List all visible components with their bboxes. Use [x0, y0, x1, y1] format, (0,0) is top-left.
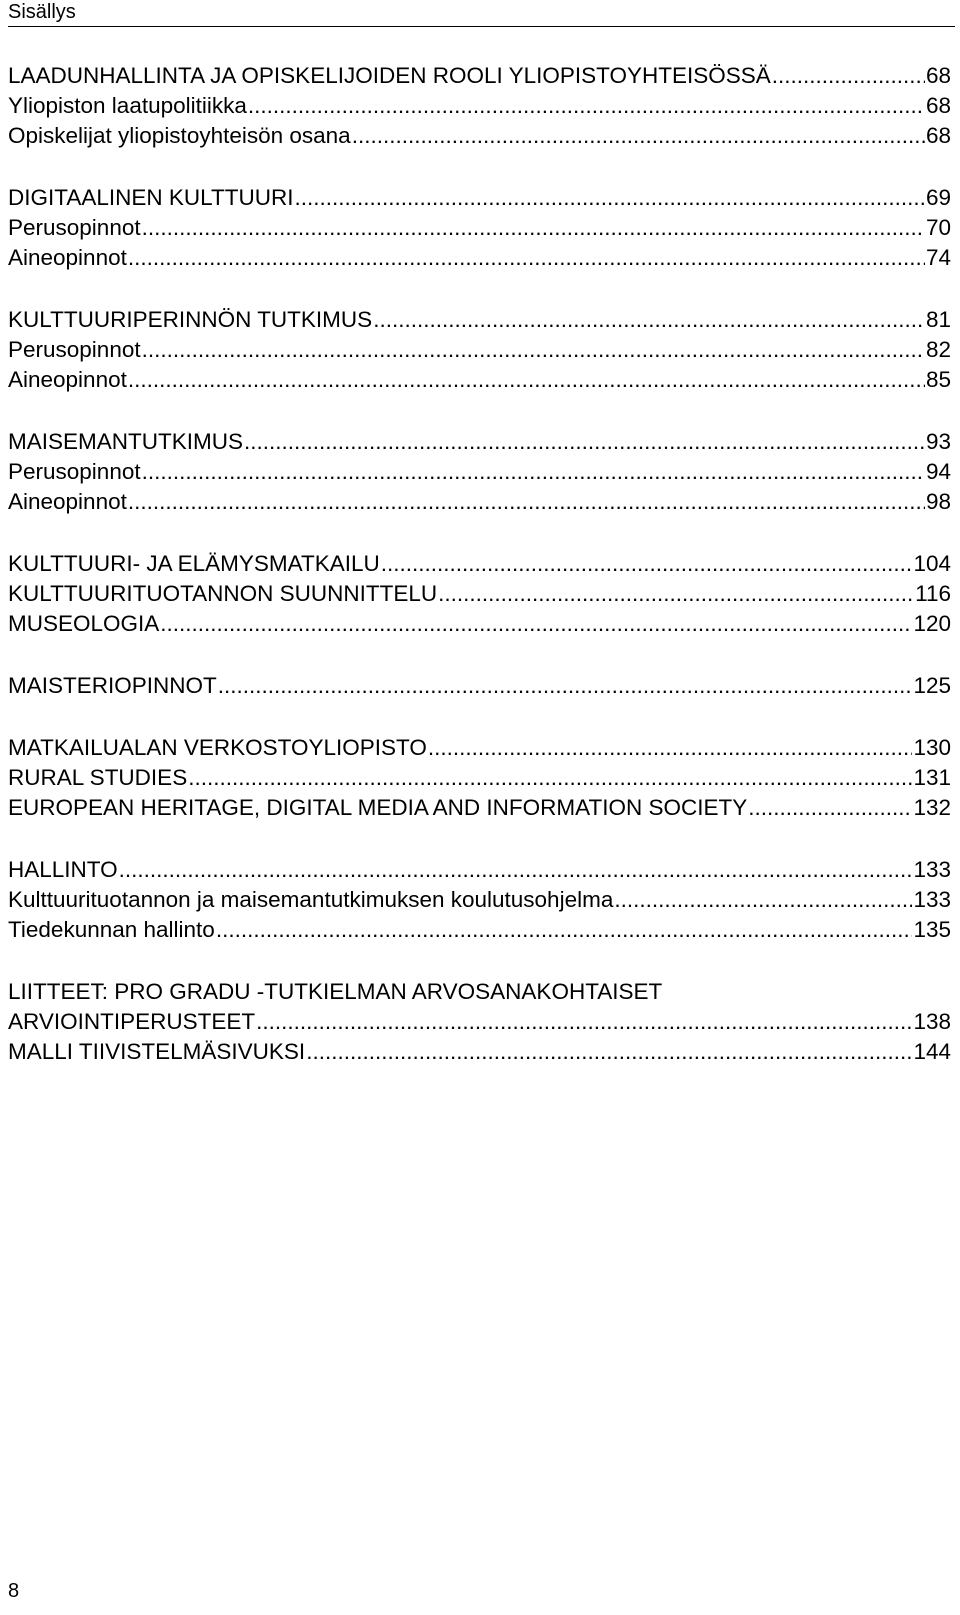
page-number: 8 — [8, 1580, 20, 1602]
toc-entry-page: 81 — [925, 307, 951, 332]
toc-entry-page: 98 — [925, 489, 951, 514]
toc-entry[interactable] — [8, 733, 951, 763]
toc-dot-leader — [142, 335, 925, 365]
toc-entry-label: KULTTUURI- JA ELÄMYSMATKAILU — [8, 551, 380, 576]
toc-dot-leader — [218, 671, 913, 701]
toc-dot-leader — [294, 183, 925, 213]
toc-entry[interactable] — [8, 91, 951, 121]
toc-entry[interactable] — [8, 915, 951, 945]
toc-entry-label: RURAL STUDIES — [8, 765, 188, 790]
toc-dot-leader — [160, 609, 912, 639]
toc-dot-leader — [119, 855, 913, 885]
toc-entry-page: 94 — [925, 459, 951, 484]
toc-dot-leader — [256, 1007, 912, 1037]
toc-dot-leader — [772, 61, 925, 91]
toc-entry-page: 68 — [925, 63, 951, 88]
toc-entry[interactable] — [8, 609, 951, 639]
toc-entry-label: Tiedekunnan hallinto — [8, 917, 215, 942]
toc-entry-label: HALLINTO — [8, 857, 118, 882]
toc-entry-label: Opiskelijat yliopistoyhteisön osana — [8, 123, 351, 148]
toc-entry-label: KULTTUURIPERINNÖN TUTKIMUS — [8, 307, 373, 332]
toc-dot-leader — [428, 733, 913, 763]
table-of-contents — [8, 61, 951, 1099]
toc-entry-label: KULTTUURITUOTANNON SUUNNITTELU — [8, 581, 438, 606]
toc-entry-label: ARVIOINTIPERUSTEET — [8, 1009, 256, 1034]
toc-entry-page: 70 — [925, 215, 951, 240]
toc-entry-label: MATKAILUALAN VERKOSTOYLIOPISTO — [8, 735, 427, 760]
toc-dot-leader — [128, 365, 925, 395]
toc-group — [8, 305, 951, 395]
toc-entry-page: 144 — [913, 1039, 951, 1064]
toc-entry[interactable] — [8, 183, 951, 213]
toc-entry[interactable] — [8, 61, 951, 91]
toc-entry-page: 131 — [913, 765, 951, 790]
toc-entry-page: 120 — [913, 611, 951, 636]
toc-dot-leader — [128, 487, 925, 517]
page-title: Sisällys — [8, 1, 76, 23]
toc-entry-page: 68 — [925, 123, 951, 148]
toc-entry-page: 130 — [913, 735, 951, 760]
toc-entry-label: Perusopinnot — [8, 337, 141, 362]
toc-entry-page: 116 — [915, 581, 951, 606]
toc-dot-leader — [216, 915, 913, 945]
toc-entry-page: 74 — [925, 245, 951, 270]
toc-dot-leader — [748, 793, 912, 823]
toc-entry-label: Aineopinnot — [8, 245, 127, 270]
toc-entry-label: Perusopinnot — [8, 459, 141, 484]
toc-dot-leader — [244, 427, 925, 457]
toc-entry-page: 138 — [913, 1009, 951, 1034]
toc-entry-label: Kulttuurituotannon ja maisemantutkimuksen koulutusohjelma — [8, 887, 614, 912]
toc-dot-leader — [248, 91, 925, 121]
toc-dot-leader — [373, 305, 925, 335]
toc-entry-label: MAISEMANTUTKIMUS — [8, 429, 244, 454]
toc-entry-label: EUROPEAN HERITAGE, DIGITAL MEDIA AND INFORMATION SOCIETY — [8, 795, 748, 820]
toc-group — [8, 549, 951, 639]
toc-entry[interactable] — [8, 427, 951, 457]
toc-entry[interactable] — [8, 671, 951, 701]
toc-entry-page: 133 — [913, 887, 951, 912]
toc-group — [8, 855, 951, 945]
toc-entry-page: 68 — [925, 93, 951, 118]
toc-group — [8, 427, 951, 517]
toc-entry-label: MAISTERIOPINNOT — [8, 673, 217, 698]
toc-dot-leader — [306, 1037, 912, 1067]
toc-entry[interactable] — [8, 763, 951, 793]
toc-entry-label: Yliopiston laatupolitiikka — [8, 93, 247, 118]
toc-entry[interactable] — [8, 213, 951, 243]
toc-heading-line: LIITTEET: PRO GRADU -TUTKIELMAN ARVOSANAKOHTAISET — [8, 979, 663, 1004]
toc-dot-leader — [352, 121, 925, 151]
toc-entry[interactable] — [8, 793, 951, 823]
toc-entry-page: 125 — [913, 673, 951, 698]
toc-entry[interactable] — [8, 885, 951, 915]
toc-entry[interactable] — [8, 549, 951, 579]
toc-group — [8, 671, 951, 701]
toc-group — [8, 977, 951, 1067]
toc-group — [8, 733, 951, 823]
page-header — [8, 0, 955, 27]
toc-dot-leader — [188, 763, 912, 793]
toc-entry[interactable] — [8, 305, 951, 335]
toc-entry-page: 82 — [925, 337, 951, 362]
toc-entry-label: Aineopinnot — [8, 367, 127, 392]
toc-entry[interactable] — [8, 487, 951, 517]
toc-entry[interactable] — [8, 855, 951, 885]
toc-dot-leader — [438, 579, 914, 609]
toc-entry[interactable] — [8, 121, 951, 151]
toc-entry-page: 133 — [913, 857, 951, 882]
toc-dot-leader — [128, 243, 925, 273]
toc-dot-leader — [614, 885, 912, 915]
toc-entry-page: 132 — [913, 795, 951, 820]
toc-entry[interactable] — [8, 335, 951, 365]
toc-entry-label: LAADUNHALLINTA JA OPISKELIJOIDEN ROOLI YLIOPISTOYHTEISÖSSÄ — [8, 63, 771, 88]
toc-dot-leader — [142, 457, 925, 487]
toc-entry-label: Perusopinnot — [8, 215, 141, 240]
toc-entry[interactable] — [8, 579, 951, 609]
toc-entry-label: MALLI TIIVISTELMÄSIVUKSI — [8, 1039, 306, 1064]
toc-entry-label: Aineopinnot — [8, 489, 127, 514]
toc-entry-page: 69 — [925, 185, 951, 210]
toc-group — [8, 61, 951, 151]
toc-dot-leader — [381, 549, 913, 579]
toc-entry-page: 93 — [925, 429, 951, 454]
toc-entry[interactable] — [8, 1007, 951, 1037]
toc-entry-label: DIGITAALINEN KULTTUURI — [8, 185, 294, 210]
toc-entry[interactable] — [8, 457, 951, 487]
toc-entry[interactable] — [8, 365, 951, 395]
toc-entry-label: MUSEOLOGIA — [8, 611, 160, 636]
toc-group — [8, 183, 951, 273]
toc-entry-page: 135 — [913, 917, 951, 942]
toc-entry[interactable] — [8, 1037, 951, 1067]
toc-entry-page: 85 — [925, 367, 951, 392]
toc-dot-leader — [142, 213, 925, 243]
toc-entry-page: 104 — [913, 551, 951, 576]
toc-entry[interactable] — [8, 243, 951, 273]
